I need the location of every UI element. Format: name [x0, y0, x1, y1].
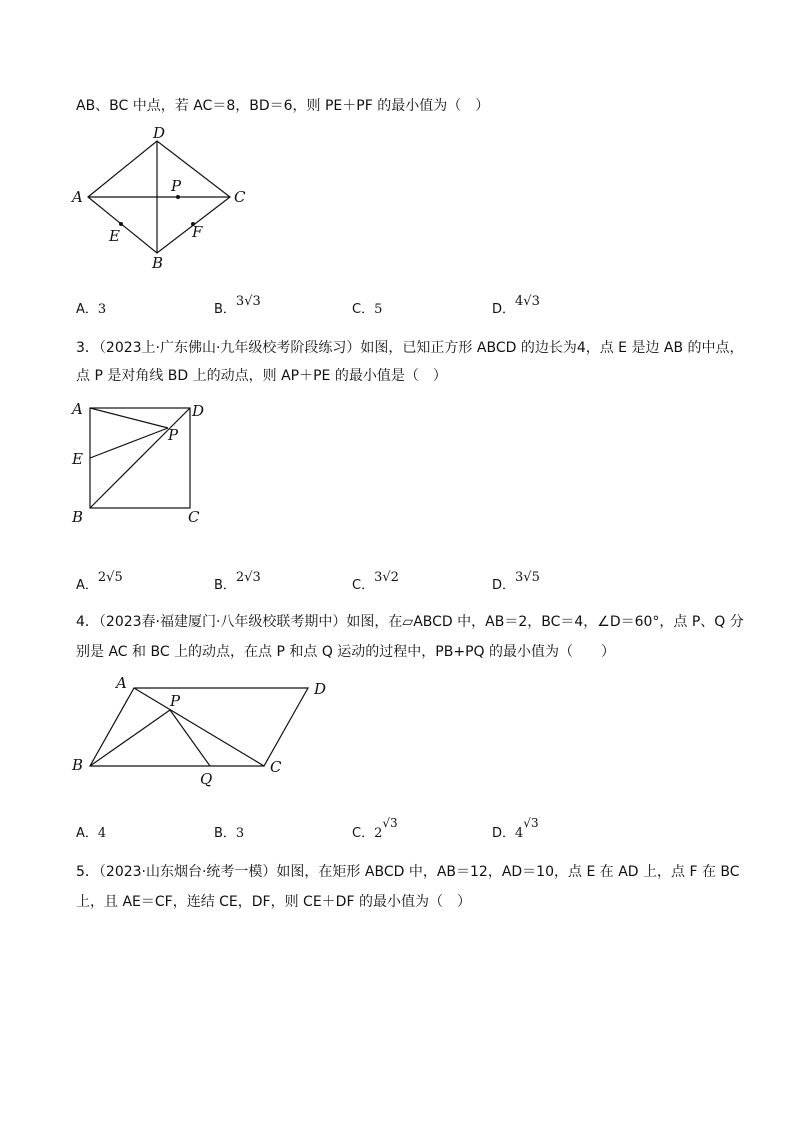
label-d: D — [153, 124, 166, 142]
q2-choice-d[interactable]: D．4√3 — [492, 294, 540, 317]
label-b: B — [72, 756, 84, 774]
q5-stem-line2: 上，且 AE＝CF，连结 CE，DF，则 CE＋DF 的最小值为（ ） — [76, 894, 471, 910]
label-f: F — [192, 223, 203, 241]
q3-choice-b[interactable]: B．2√3 — [214, 570, 261, 593]
q4-choice-d[interactable]: D．4√3 — [492, 816, 539, 841]
label-b: B — [152, 254, 164, 269]
q4-stem-line2: 别是 AC 和 BC 上的动点，在点 P 和点 Q 运动的过程中，PB+PQ 的最小值为（ ） — [76, 644, 615, 660]
diagonal-bd — [90, 408, 190, 508]
label-e: E — [109, 227, 120, 245]
q3-choice-d[interactable]: D．3√5 — [492, 570, 540, 593]
label-p: P — [170, 692, 181, 710]
q2-choice-c[interactable]: C．5 — [352, 302, 383, 317]
segment-pe — [90, 428, 168, 458]
label-b: B — [72, 508, 84, 526]
point-e — [119, 222, 123, 226]
label-d: D — [314, 680, 327, 698]
label-d: D — [192, 402, 205, 420]
q3-choice-c[interactable]: C．3√2 — [352, 570, 399, 593]
q2-rhombus-figure — [68, 124, 248, 269]
label-a: A — [116, 674, 127, 692]
label-a: A — [72, 400, 83, 418]
q4-parallelogram-figure — [68, 672, 348, 792]
q3-stem-line1: 3．（2023上·广东佛山·九年级校考阶段练习）如图，已知正方形 ABCD 的边长为4，点 E 是边 AB 的中点， — [76, 340, 744, 356]
label-a: A — [72, 188, 83, 206]
q4-choice-c[interactable]: C．2√3 — [352, 816, 398, 841]
q3-choice-a[interactable]: A．2√5 — [76, 570, 123, 593]
label-c: C — [270, 758, 282, 776]
label-c: C — [188, 508, 200, 526]
segment-pb — [90, 710, 170, 766]
q5-stem-line1: 5．（2023·山东烟台·统考一模）如图，在矩形 ABCD 中，AB＝12，AD＝10，点 E 在 AD 上，点 F 在 BC — [76, 864, 740, 880]
label-p: P — [171, 177, 182, 195]
q2-choice-b[interactable]: B．3√3 — [214, 294, 261, 317]
label-e: E — [72, 450, 83, 468]
q4-stem-line1: 4．（2023春·福建厦门·八年级校联考期中）如图，在▱ABCD 中，AB＝2，BC＝4，∠D＝60°，点 P、Q 分 — [76, 614, 744, 630]
diagonal-ac — [134, 688, 264, 766]
q3-square-figure — [68, 398, 218, 530]
point-p — [176, 195, 180, 199]
q3-stem-line2: 点 P 是对角线 BD 上的动点，则 AP＋PE 的最小值是（ ） — [76, 368, 447, 384]
segment-ap — [90, 408, 168, 428]
segment-pq — [170, 710, 210, 766]
q4-choice-a[interactable]: A．4 — [76, 826, 107, 841]
q2-choice-a[interactable]: A．3 — [76, 302, 107, 317]
label-p: P — [168, 426, 179, 444]
label-q: Q — [200, 770, 213, 788]
q4-choice-b[interactable]: B．3 — [214, 826, 245, 841]
q2-stem: AB、BC 中点，若 AC＝8，BD＝6，则 PE＋PF 的最小值为（ ） — [76, 98, 490, 114]
label-c: C — [234, 188, 246, 206]
